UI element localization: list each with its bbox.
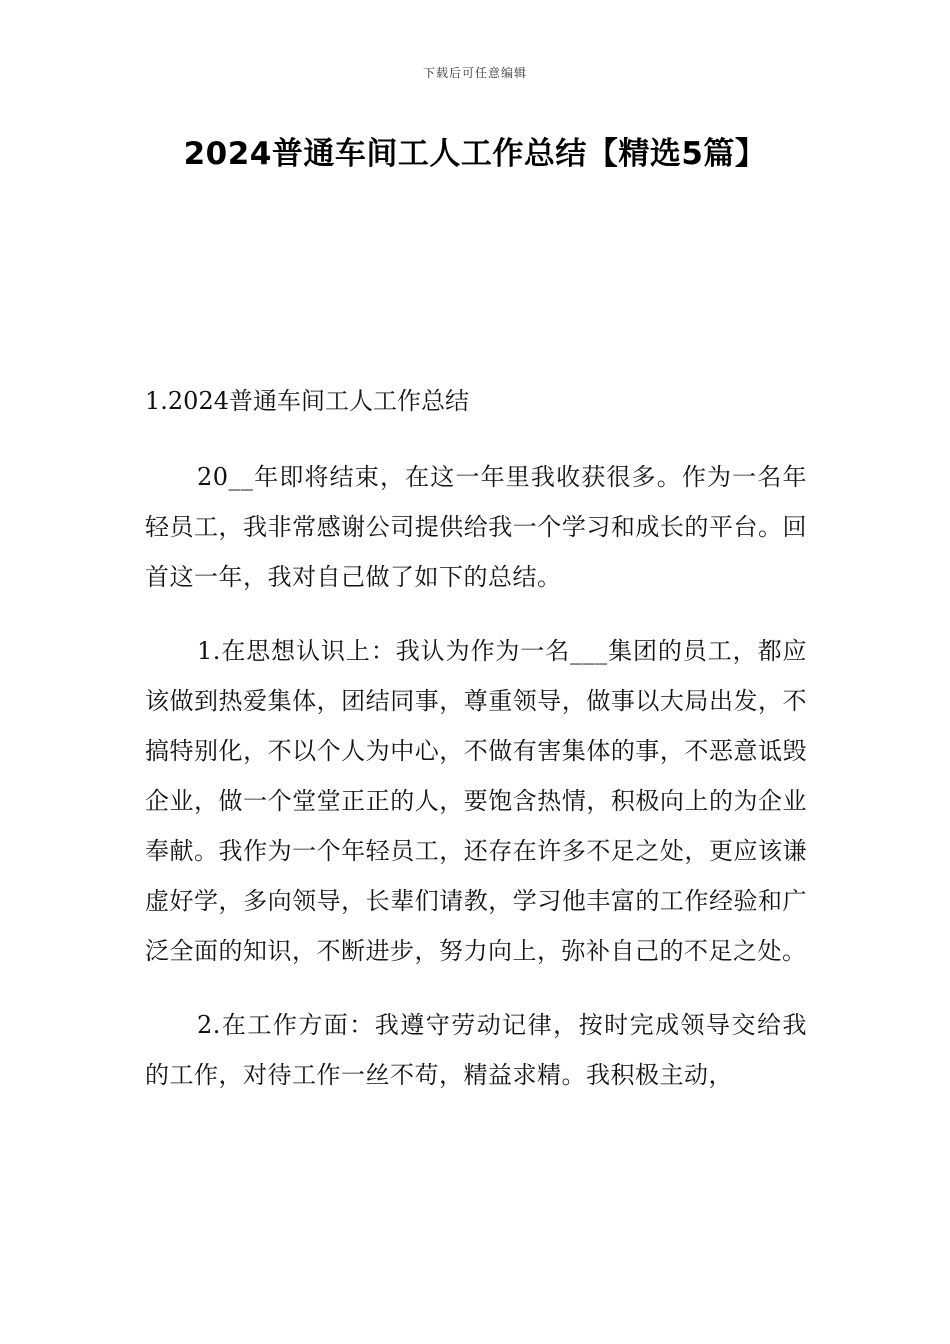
section-heading: 1.2024普通车间工人工作总结 xyxy=(145,387,469,415)
paragraph-work: 2.在工作方面：我遵守劳动记律，按时完成领导交给我的工作，对待工作一丝不苟，精益求精。我积极主动， xyxy=(145,1011,807,1089)
header-note: 下载后可任意编辑 xyxy=(422,66,527,80)
document-body xyxy=(145,378,807,1124)
paragraph-ideology: 1.在思想认识上：我认为作为一名___集团的员工，都应该做到热爱集体，团结同事，尊重领导，做事以大局出发，不搞特别化，不以个人为中心，不做有害集体的事，不恶意诋毁企业，做一个堂堂正正的人，要饱含热情，积极向上的为企业奉献。我作为一个年轻员工，还存在许多不足之处，更应该谦虚好学，多向领导，长辈们请教，学习他丰富的工作经验和广泛全面的知识，不断进步，努力向上，弥补自己的不足之处。 xyxy=(145,637,807,965)
document-title: 2024普通车间工人工作总结【精选5篇】 xyxy=(183,136,767,172)
paragraph-intro: 20__年即将结束，在这一年里我收获很多。作为一名年轻员工，我非常感谢公司提供给我一个学习和成长的平台。回首这一年，我对自己做了如下的总结。 xyxy=(145,463,807,591)
